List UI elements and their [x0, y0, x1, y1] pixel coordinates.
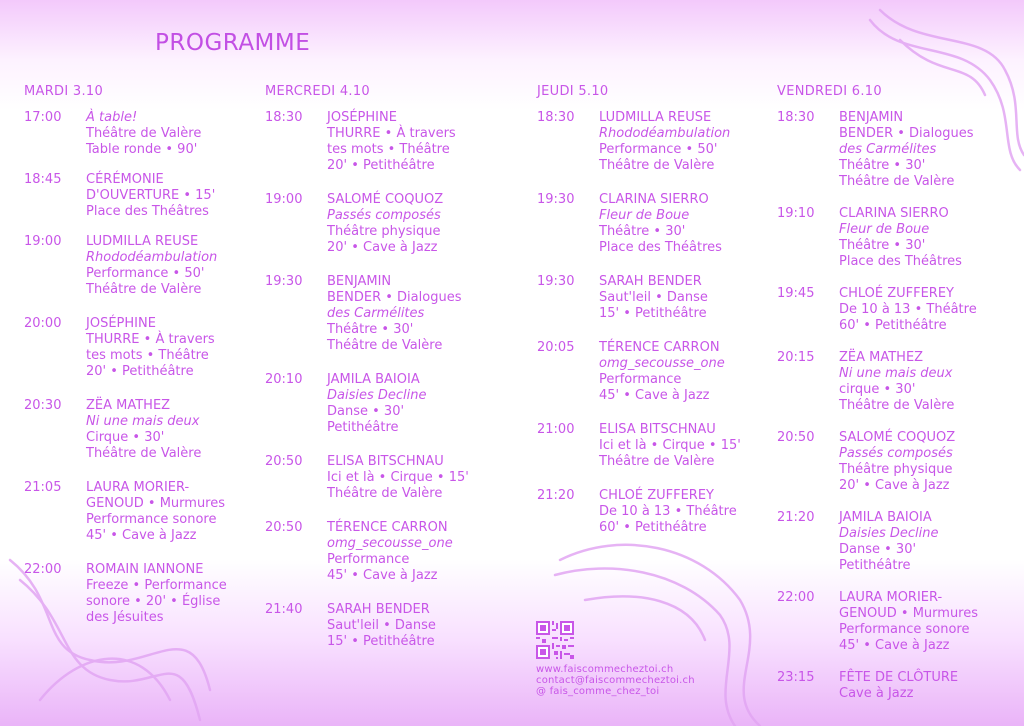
schedule-event [537, 192, 767, 256]
event-details [839, 510, 1007, 574]
schedule-event [24, 172, 254, 220]
schedule-event [265, 454, 495, 502]
page-title: PROGRAMME [155, 30, 311, 56]
event-time: 20:50 [265, 454, 303, 469]
day-heading-friday: VENDREDI 6.10 [777, 84, 882, 99]
event-line: Table ronde • 90' [86, 142, 198, 157]
event-line: Saut'leil • Danse [327, 618, 436, 633]
event-line: Passés composés [327, 208, 441, 223]
event-details [599, 422, 767, 470]
event-line: ELISA BITSCHNAU [599, 422, 716, 437]
schedule-event [537, 340, 767, 404]
event-line: 45' • Cave à Jazz [327, 568, 438, 583]
event-details [86, 480, 254, 544]
event-line: Performance sonore [839, 622, 970, 637]
event-time: 20:50 [777, 430, 815, 445]
contact-info [536, 664, 695, 697]
event-line: Rhododéambulation [86, 250, 218, 265]
event-time: 21:40 [265, 602, 303, 617]
event-line: Théâtre • 30' [839, 238, 926, 253]
event-line: ZËA MATHEZ [839, 350, 924, 365]
event-details [327, 454, 495, 502]
schedule-event [24, 234, 254, 298]
event-line: Théâtre • 30' [327, 322, 414, 337]
event-line: À table! [86, 110, 138, 125]
event-details [86, 234, 254, 298]
event-line: JOSÉPHINE [86, 316, 156, 331]
event-time: 20:00 [24, 316, 62, 331]
event-details [599, 110, 767, 174]
event-line: SARAH BENDER [599, 274, 702, 289]
event-line: 20' • Cave à Jazz [327, 240, 438, 255]
event-line: TÉRENCE CARRON [327, 520, 448, 535]
event-line: 45' • Cave à Jazz [839, 638, 950, 653]
event-details [599, 274, 767, 322]
event-line: des Jésuites [86, 610, 164, 625]
schedule-event [537, 274, 767, 322]
event-time: 20:15 [777, 350, 815, 365]
event-line: sonore • 20' • Église [86, 594, 221, 609]
event-line: Théâtre de Valère [327, 486, 443, 501]
event-line: CLARINA SIERRO [839, 206, 949, 221]
event-line: CÉRÉMONIE [86, 172, 164, 187]
event-line: Ni une mais deux [839, 366, 953, 381]
event-line: 20' • Cave à Jazz [839, 478, 950, 493]
event-line: ZËA MATHEZ [86, 398, 171, 413]
event-time: 18:30 [777, 110, 815, 125]
website-link[interactable]: www.faiscommecheztoi.ch [536, 664, 674, 675]
event-line: SALOMÉ COQUOZ [327, 192, 444, 207]
event-details [839, 670, 1007, 702]
event-time: 21:00 [537, 422, 575, 437]
event-line: Performance sonore [86, 512, 217, 527]
schedule-column-thursday [537, 110, 767, 536]
event-line: 60' • Petithéâtre [839, 318, 947, 333]
event-details [839, 286, 1007, 334]
event-line: Théâtre • 30' [839, 158, 926, 173]
event-time: 19:00 [24, 234, 62, 249]
event-line: Freeze • Performance [86, 578, 227, 593]
schedule-event [777, 110, 1007, 190]
event-line: Théâtre de Valère [86, 282, 202, 297]
event-time: 19:30 [265, 274, 303, 289]
event-line: GENOUD • Murmures [839, 606, 979, 621]
schedule-event [265, 520, 495, 584]
event-line: BENDER • Dialogues [839, 126, 974, 141]
schedule-event [537, 110, 767, 174]
event-time: 21:20 [537, 488, 575, 503]
event-line: Saut'leil • Danse [599, 290, 708, 305]
event-line: Théâtre physique [327, 224, 441, 239]
event-line: CHLOÉ ZUFFEREY [599, 488, 714, 503]
event-time: 18:30 [265, 110, 303, 125]
event-time: 20:10 [265, 372, 303, 387]
event-line: Théâtre de Valère [839, 398, 955, 413]
event-line: Théâtre de Valère [86, 446, 202, 461]
event-line: ELISA BITSCHNAU [327, 454, 444, 469]
event-line: 45' • Cave à Jazz [86, 528, 197, 543]
event-line: Théâtre • 30' [599, 224, 686, 239]
event-details [599, 192, 767, 256]
schedule-column-tuesday [24, 110, 254, 626]
event-line: Théâtre physique [839, 462, 953, 477]
event-line: Fleur de Boue [599, 208, 690, 223]
event-line: THURRE • À travers [327, 126, 456, 141]
event-line: Performance • 50' [86, 266, 205, 281]
event-line: 60' • Petithéâtre [599, 520, 707, 535]
event-line: CHLOÉ ZUFFEREY [839, 286, 954, 301]
schedule-event [777, 350, 1007, 414]
event-details [86, 316, 254, 380]
event-line: Ici et là • Cirque • 15' [599, 438, 741, 453]
event-time: 18:45 [24, 172, 62, 187]
event-details [327, 110, 495, 174]
event-details [86, 172, 254, 220]
email-link[interactable]: contact@faiscommecheztoi.ch [536, 675, 695, 686]
event-line: cirque • 30' [839, 382, 916, 397]
event-time: 19:30 [537, 192, 575, 207]
event-line: Cirque • 30' [86, 430, 165, 445]
schedule-event [537, 422, 767, 470]
event-details [327, 192, 495, 256]
event-time: 19:00 [265, 192, 303, 207]
event-line: ROMAIN IANNONE [86, 562, 204, 577]
event-time: 18:30 [537, 110, 575, 125]
event-line: Théâtre de Valère [327, 338, 443, 353]
event-line: Cave à Jazz [839, 686, 914, 701]
schedule-event [265, 110, 495, 174]
event-details [599, 488, 767, 536]
event-details [86, 562, 254, 626]
day-heading-tuesday: MARDI 3.10 [24, 84, 104, 99]
event-line: D'OUVERTURE • 15' [86, 188, 216, 203]
qr-code-icon [536, 621, 574, 659]
schedule-event [777, 206, 1007, 270]
event-time: 21:20 [777, 510, 815, 525]
event-time: 19:10 [777, 206, 815, 221]
event-details [327, 520, 495, 584]
event-line: BENJAMIN [327, 274, 392, 289]
event-line: Daisies Decline [839, 526, 939, 541]
schedule-event [265, 192, 495, 256]
event-line: Daisies Decline [327, 388, 427, 403]
event-line: omg_secousse_one [599, 356, 725, 371]
event-line: De 10 à 13 • Théâtre [839, 302, 977, 317]
schedule-event [777, 590, 1007, 654]
event-details [86, 398, 254, 462]
event-line: LUDMILLA REUSE [86, 234, 199, 249]
event-time: 20:30 [24, 398, 62, 413]
schedule-event [777, 510, 1007, 574]
event-line: CLARINA SIERRO [599, 192, 709, 207]
schedule-event [24, 316, 254, 380]
event-time: 19:45 [777, 286, 815, 301]
event-line: Rhododéambulation [599, 126, 731, 141]
event-line: Place des Théâtres [599, 240, 722, 255]
event-line: Danse • 30' [839, 542, 917, 557]
event-time: 22:00 [24, 562, 62, 577]
schedule-event [24, 398, 254, 462]
event-line: Performance [327, 552, 410, 567]
event-time: 21:05 [24, 480, 62, 495]
event-details [839, 206, 1007, 270]
event-line: des Carmélites [839, 142, 937, 157]
event-line: BENDER • Dialogues [327, 290, 462, 305]
schedule-event [265, 274, 495, 354]
event-line: Danse • 30' [327, 404, 405, 419]
schedule-event [777, 286, 1007, 334]
event-line: SALOMÉ COQUOZ [839, 430, 956, 445]
event-line: LAURA MORIER- [839, 590, 943, 605]
event-line: BENJAMIN [839, 110, 904, 125]
schedule-event [537, 488, 767, 536]
event-line: 45' • Cave à Jazz [599, 388, 710, 403]
event-details [839, 430, 1007, 494]
event-line: GENOUD • Murmures [86, 496, 226, 511]
event-line: 15' • Petithéâtre [327, 634, 435, 649]
event-line: Ni une mais deux [86, 414, 200, 429]
event-time: 23:15 [777, 670, 815, 685]
schedule-column-wednesday [265, 110, 495, 650]
instagram-handle[interactable]: @ fais_comme_chez_toi [536, 686, 660, 697]
schedule-event [24, 480, 254, 544]
event-details [599, 340, 767, 404]
event-line: THURRE • À travers [86, 332, 215, 347]
event-details [839, 590, 1007, 654]
event-details [327, 274, 495, 354]
event-line: JAMILA BAIOIA [327, 372, 420, 387]
event-details [86, 110, 254, 158]
schedule-event [24, 562, 254, 626]
event-line: FÊTE DE CLÔTURE [839, 670, 959, 685]
event-time: 20:05 [537, 340, 575, 355]
schedule-event [265, 372, 495, 436]
event-line: Passés composés [839, 446, 953, 461]
event-line: 20' • Petithéâtre [327, 158, 435, 173]
event-line: 20' • Petithéâtre [86, 364, 194, 379]
schedule-event [777, 670, 1007, 702]
event-line: De 10 à 13 • Théâtre [599, 504, 737, 519]
event-time: 22:00 [777, 590, 815, 605]
event-details [327, 602, 495, 650]
event-time: 20:50 [265, 520, 303, 535]
event-line: omg_secousse_one [327, 536, 453, 551]
event-line: Place des Théâtres [86, 204, 209, 219]
event-line: Performance [599, 372, 682, 387]
event-line: tes mots • Théâtre [86, 348, 209, 363]
event-line: Théâtre de Valère [599, 158, 715, 173]
event-time: 19:30 [537, 274, 575, 289]
event-line: LUDMILLA REUSE [599, 110, 712, 125]
event-line: Ici et là • Cirque • 15' [327, 470, 469, 485]
event-details [839, 110, 1007, 190]
event-line: Théâtre de Valère [86, 126, 202, 141]
event-line: LAURA MORIER- [86, 480, 190, 495]
event-line: JOSÉPHINE [327, 110, 397, 125]
event-line: Théâtre de Valère [839, 174, 955, 189]
day-heading-thursday: JEUDI 5.10 [537, 84, 609, 99]
schedule-event [265, 602, 495, 650]
event-line: Petithéâtre [327, 420, 399, 435]
event-line: tes mots • Théâtre [327, 142, 450, 157]
event-line: JAMILA BAIOIA [839, 510, 932, 525]
event-line: des Carmélites [327, 306, 425, 321]
schedule-event [777, 430, 1007, 494]
event-line: 15' • Petithéâtre [599, 306, 707, 321]
event-line: TÉRENCE CARRON [599, 340, 720, 355]
event-details [839, 350, 1007, 414]
schedule-column-friday [777, 110, 1007, 702]
schedule-event [24, 110, 254, 158]
event-line: SARAH BENDER [327, 602, 430, 617]
event-line: Petithéâtre [839, 558, 911, 573]
event-line: Place des Théâtres [839, 254, 962, 269]
event-line: Théâtre de Valère [599, 454, 715, 469]
event-time: 17:00 [24, 110, 62, 125]
event-details [327, 372, 495, 436]
event-line: Performance • 50' [599, 142, 718, 157]
day-heading-wednesday: MERCREDI 4.10 [265, 84, 370, 99]
event-line: Fleur de Boue [839, 222, 930, 237]
